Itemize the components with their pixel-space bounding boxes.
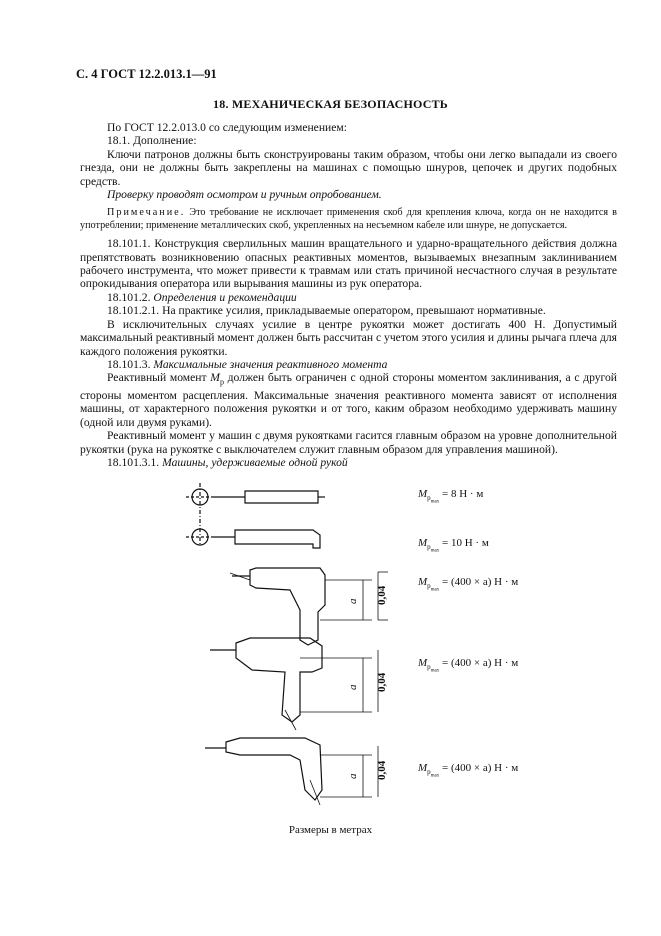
paragraph-italic: Проверку проводят осмотром и ручным опробованием. — [107, 188, 382, 202]
clause-title: Определения и рекомендации — [153, 290, 297, 304]
drill-diagram-1 — [186, 483, 325, 545]
formula-4: $M_{р_{max}} = (400 \times а) Н \cdot м$ — [418, 657, 519, 674]
clause-number: 18.101.3. — [107, 357, 151, 371]
paragraph: Ключи патронов должны быть сконструированы таким образом, чтобы они легко выпадали из своего гнезда, они не должны быть закреплены на машинах с помощью шнуров, цепочек и других подобных средств. — [80, 147, 617, 188]
formula-2: $M_{р_{max}} = 10$ Н · м — [418, 537, 489, 554]
dim-d-label: 0,04 — [376, 672, 388, 692]
drill-diagram-4 — [210, 638, 378, 730]
drill-diagram-5 — [205, 738, 378, 805]
paragraph: 18.1. Дополнение: — [107, 134, 197, 148]
dim-a-label: а — [347, 598, 359, 604]
clause-number: 18.101.2. — [107, 290, 151, 304]
note-text: Это требование не исключает применения скоб для крепления ключа, когда он не находится в употреблении; применение металлических скоб, укрепленных на несъемном кабеле или шнуре, не допускается. — [80, 207, 617, 231]
formula-5: $M_{р_{max}} = (400 \times а) Н \cdot м$ — [418, 762, 519, 779]
dim-a-label: а — [347, 773, 359, 779]
paragraph: 18.101.1. Конструкция сверлильных машин вращательного и ударно-вращательного действия должна препятствовать возникновению опасных реактивных моментов, вызываемых внезапным заклиниванием рабочего инструмента, что может привести к травмам или стать причиной несчастного случая в результате опрокидывания оператора или вырывания машины из рук оператора. — [80, 237, 617, 291]
drill-diagram-3 — [230, 568, 388, 645]
drill-diagram-2 — [186, 529, 320, 548]
paragraph: Реактивный момент $M_р$ должен быть ограничен с одной стороны моментом заклинивания, а с другой стороны моментом расцепления. Максимальные значения реактивного момента зависят от исполнения машины, от характерного положения рукоятки и от того, каким образом необходимо удерживать машину (одной или двумя руками). — [80, 371, 617, 429]
formula-3: $M_{р_{max}} = (400 \times а) Н \cdot м$ — [418, 576, 519, 593]
figure-caption: Размеры в метрах — [288, 824, 373, 836]
paragraph: В исключительных случаях усилие в центре рукоятки может достигать 400 Н. Допустимый максимальный реактивный момент должен быть рассчитан с учетом этого усилия и длины рычага плеча для каждого положения рукоятки. — [80, 317, 617, 358]
clause-title: Машины, удерживаемые одной рукой — [162, 456, 348, 470]
dim-d-label: 0,04 — [376, 760, 388, 780]
formula-1: $M_{р_{max}} = 8$ Н · м — [418, 488, 484, 505]
dim-d-label: 0,04 — [376, 585, 388, 605]
dim-a-label: а — [347, 684, 359, 690]
page-header: С. 4 ГОСТ 12.2.013.1—91 — [76, 67, 217, 81]
paragraph: 18.101.2.1. На практике усилия, прикладываемые оператором, превышают нормативные. — [107, 304, 546, 318]
paragraph: По ГОСТ 12.2.013.0 со следующим изменением: — [107, 121, 347, 134]
clause-title: Максимальные значения реактивного момента — [153, 357, 388, 371]
section-title: 18. МЕХАНИЧЕСКАЯ БЕЗОПАСНОСТЬ — [213, 97, 448, 111]
paragraph: Реактивный момент у машин с двумя рукоятками гасится главным образом на уровне дополнительной рукоятки (рука на рукоятке с выключателем служит главным образом для управления машиной). — [80, 429, 617, 456]
clause-number: 18.101.3.1. — [107, 456, 160, 470]
note-label: Примечание. — [107, 207, 186, 219]
